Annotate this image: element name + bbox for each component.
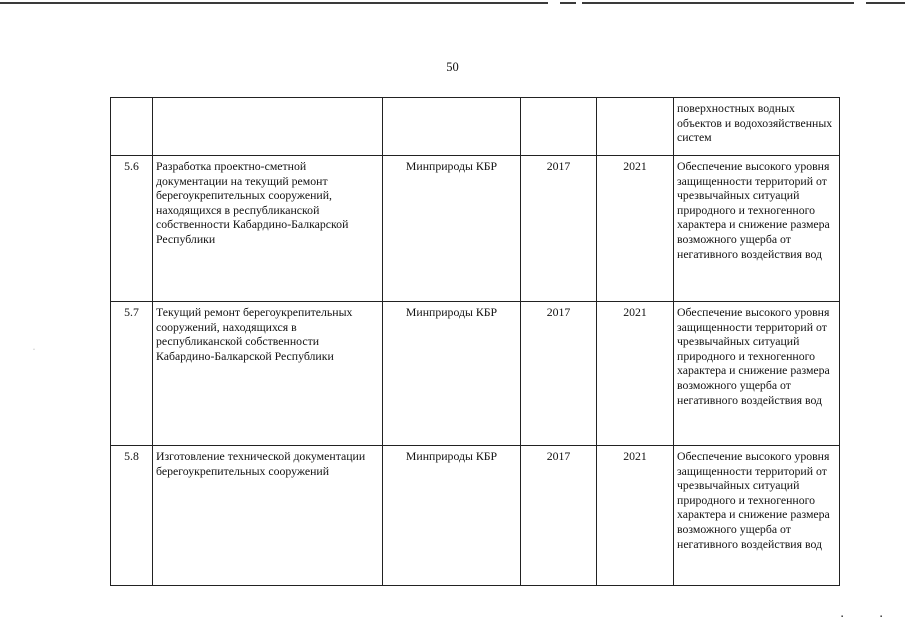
expected-result-cell: Обеспечение высокого уровня защищенности территорий от чрезвычайных ситуаций природного и техногенного характера и снижение размера возможного ущерба от негативного воздействия вод bbox=[674, 156, 840, 302]
executor-cell: Минприроды КБР bbox=[383, 156, 521, 302]
measure-name-cell bbox=[153, 98, 383, 156]
measures-table bbox=[110, 97, 840, 586]
scan-speck: ▪ bbox=[841, 614, 844, 620]
row-number-cell: 5.8 bbox=[111, 446, 153, 586]
expected-result-cell: Обеспечение высокого уровня защищенности территорий от чрезвычайных ситуаций природного и техногенного характера и снижение размера возможного ущерба от негативного воздействия вод bbox=[674, 446, 840, 586]
expected-result-cell: поверхностных водных объектов и водохозяйственных систем bbox=[674, 98, 840, 156]
end-year-cell: 2021 bbox=[597, 302, 674, 446]
row-number-cell bbox=[111, 98, 153, 156]
start-year-cell: 2017 bbox=[521, 156, 597, 302]
end-year-cell: 2021 bbox=[597, 156, 674, 302]
end-year-cell bbox=[597, 98, 674, 156]
row-number-cell: 5.7 bbox=[111, 302, 153, 446]
row-number-cell: 5.6 bbox=[111, 156, 153, 302]
scan-border-line-right bbox=[582, 2, 854, 4]
scan-border-line-edge bbox=[866, 2, 905, 4]
page-number: 50 bbox=[446, 60, 459, 74]
measure-name-cell: Изготовление технической документации берегоукрепительных сооружений bbox=[153, 446, 383, 586]
executor-cell bbox=[383, 98, 521, 156]
table-row bbox=[111, 156, 840, 302]
scan-border-line-mid bbox=[560, 2, 576, 4]
measure-name-cell: Текущий ремонт берегоукрепительных сооружений, находящихся в республиканской собственности Кабардино-Балкарской Республики bbox=[153, 302, 383, 446]
scan-speck: · bbox=[33, 347, 35, 353]
table-row bbox=[111, 446, 840, 586]
start-year-cell bbox=[521, 98, 597, 156]
scan-speck: ▪ bbox=[880, 614, 883, 620]
expected-result-cell: Обеспечение высокого уровня защищенности территорий от чрезвычайных ситуаций природного и техногенного характера и снижение размера возможного ущерба от негативного воздействия вод bbox=[674, 302, 840, 446]
measure-name-cell: Разработка проектно-сметной документации на текущий ремонт берегоукрепительных сооружений, находящихся в республиканской собственности Кабардино-Балкарской Республики bbox=[153, 156, 383, 302]
executor-cell: Минприроды КБР bbox=[383, 446, 521, 586]
executor-cell: Минприроды КБР bbox=[383, 302, 521, 446]
start-year-cell: 2017 bbox=[521, 446, 597, 586]
scan-border-line-left bbox=[0, 2, 548, 4]
end-year-cell: 2021 bbox=[597, 446, 674, 586]
table-row bbox=[111, 98, 840, 156]
table-row bbox=[111, 302, 840, 446]
start-year-cell: 2017 bbox=[521, 302, 597, 446]
